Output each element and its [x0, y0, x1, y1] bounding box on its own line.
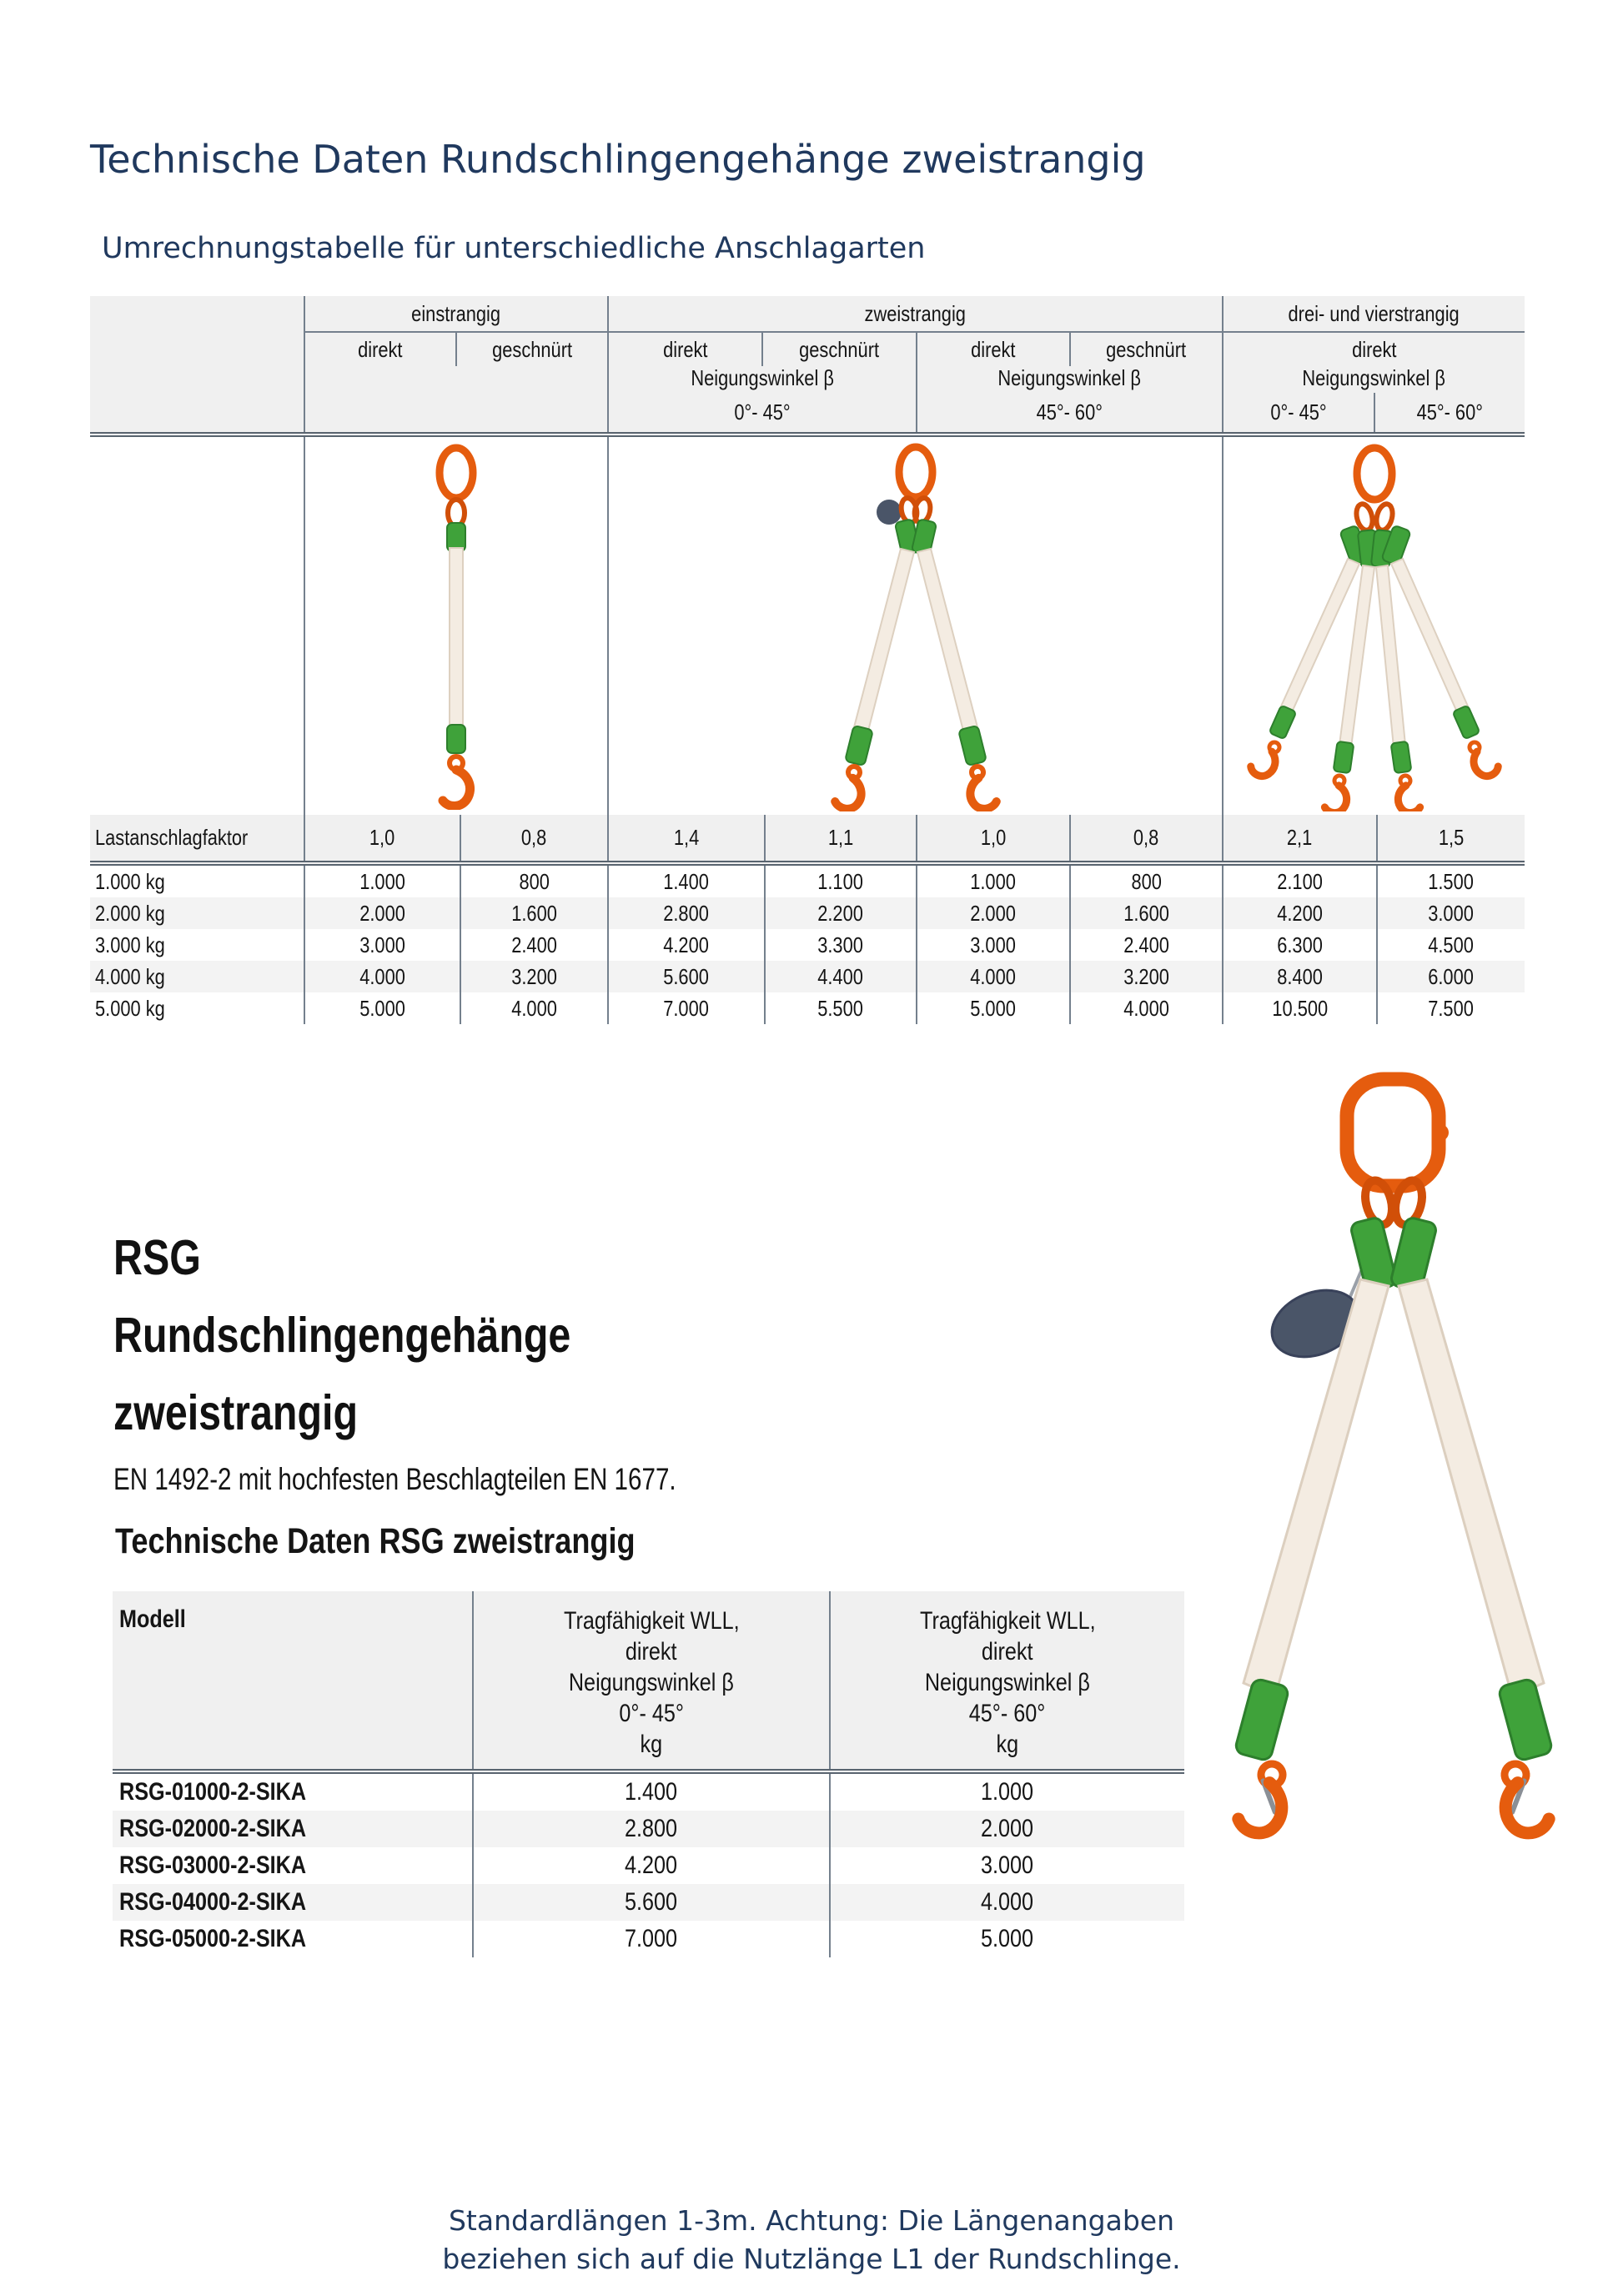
label-geschnuert: geschnürt — [455, 333, 607, 366]
value-cell: 800 — [460, 866, 607, 897]
factor-cell: 1,0 — [916, 815, 1069, 861]
product-heading-line: zweistrangig — [113, 1385, 359, 1440]
table-row — [90, 866, 1525, 897]
page-title: Technische Daten Rundschlingengehänge zweistrangig — [90, 137, 1146, 182]
value-cell: 3.000 — [304, 929, 460, 961]
product-norm-text: EN 1492-2 mit hochfesten Beschlagteilen EN 1677. — [113, 1462, 676, 1496]
row-label: 1.000 kg — [95, 868, 165, 894]
model-table-header — [113, 1591, 1184, 1774]
value-cell: 7.000 — [472, 1921, 829, 1957]
value-cell: 3.000 — [916, 929, 1069, 961]
factor-cell: 1,0 — [304, 815, 460, 861]
value-cell: 2.000 — [829, 1811, 1184, 1847]
value-cell: 1.000 — [829, 1774, 1184, 1811]
value-cell: 3.300 — [764, 929, 916, 961]
product-heading-line: Rundschlingengehänge — [113, 1308, 571, 1363]
value-cell: 3.200 — [1069, 961, 1222, 992]
value-cell: 5.000 — [304, 992, 460, 1024]
table-row — [90, 992, 1525, 1024]
conversion-table-header — [90, 296, 1525, 437]
label-angle-45-60: 45°- 60° — [1374, 393, 1525, 432]
value-cell: 4.200 — [472, 1847, 829, 1884]
model-row — [113, 1774, 1184, 1811]
value-cell: 3.000 — [829, 1847, 1184, 1884]
value-cell: 7.500 — [1376, 992, 1525, 1024]
column-header-wll-0-45: Tragfähigkeit WLL, direkt Neigungswinkel β 0°- 45° kg — [472, 1591, 829, 1769]
value-cell: 3.200 — [460, 961, 607, 992]
column-header-model: Modell — [119, 1605, 186, 1633]
sling-image-row — [90, 437, 1525, 815]
subheader-zweistrangig-0-45 — [607, 333, 916, 432]
label-geschnuert: geschnürt — [1069, 333, 1223, 366]
value-cell: 4.200 — [607, 929, 764, 961]
value-cell: 4.000 — [460, 992, 607, 1024]
row-label: 3.000 kg — [95, 932, 165, 957]
value-cell: 2.400 — [460, 929, 607, 961]
product-heading — [113, 1219, 671, 1452]
table-row — [90, 961, 1525, 992]
value-cell: 800 — [1069, 866, 1222, 897]
model-name: RSG-05000-2-SIKA — [119, 1925, 307, 1952]
label-direkt: direkt — [662, 336, 708, 362]
value-cell: 4.500 — [1376, 929, 1525, 961]
value-cell: 10.500 — [1222, 992, 1376, 1024]
value-cell: 1.600 — [460, 897, 607, 929]
value-cell: 2.200 — [764, 897, 916, 929]
value-cell: 4.000 — [916, 961, 1069, 992]
single-strand-sling-illustration — [402, 443, 510, 810]
value-cell: 1.500 — [1376, 866, 1525, 897]
footer-note — [0, 2202, 1623, 2278]
model-row — [113, 1921, 1184, 1957]
value-cell: 8.400 — [1222, 961, 1376, 992]
model-name: RSG-03000-2-SIKA — [119, 1851, 307, 1879]
value-cell: 2.100 — [1222, 866, 1376, 897]
value-cell: 1.000 — [304, 866, 460, 897]
model-row — [113, 1847, 1184, 1884]
table-row — [90, 897, 1525, 929]
value-cell: 5.600 — [472, 1884, 829, 1921]
row-label: 4.000 kg — [95, 963, 165, 989]
group-einstrangig: einstrangig — [304, 296, 607, 333]
image-row-empty-cell — [90, 437, 304, 815]
value-cell: 1.600 — [1069, 897, 1222, 929]
value-cell: 6.000 — [1376, 961, 1525, 992]
subheader-einstrangig — [304, 333, 607, 432]
product-photo-two-strand-sling — [1188, 1061, 1614, 1870]
label-angle-0-45: 0°- 45° — [1270, 399, 1327, 425]
label-angle-45-60: 45°- 60° — [1036, 399, 1103, 425]
value-cell: 1.000 — [916, 866, 1069, 897]
model-name: RSG-02000-2-SIKA — [119, 1815, 307, 1842]
table-row — [90, 929, 1525, 961]
factor-cell: 0,8 — [1069, 815, 1222, 861]
value-cell: 5.600 — [607, 961, 764, 992]
value-cell: 6.300 — [1222, 929, 1376, 961]
factor-cell: 2,1 — [1222, 815, 1376, 861]
value-cell: 7.000 — [607, 992, 764, 1024]
value-cell: 1.400 — [607, 866, 764, 897]
value-cell: 2.000 — [304, 897, 460, 929]
row-label: 5.000 kg — [95, 995, 165, 1021]
value-cell: 4.000 — [1069, 992, 1222, 1024]
conversion-table — [90, 296, 1525, 1024]
header-empty-cell — [90, 296, 304, 432]
subheader-drei-vierstrangig — [1222, 333, 1525, 432]
product-heading-line: RSG — [113, 1230, 201, 1285]
subheader-zweistrangig-45-60 — [916, 333, 1222, 432]
label-neigungswinkel: Neigungswinkel β — [691, 365, 834, 390]
value-cell: 5.000 — [916, 992, 1069, 1024]
value-cell: 2.800 — [472, 1811, 829, 1847]
model-table — [113, 1591, 1184, 1957]
value-cell: 1.100 — [764, 866, 916, 897]
sling-image-four-strand — [1222, 437, 1525, 815]
footer-note-line: beziehen sich auf die Nutzlänge L1 der Rundschlinge. — [442, 2243, 1181, 2275]
sling-image-two-strand — [607, 437, 1222, 815]
load-factor-label: Lastanschlagfaktor — [95, 825, 249, 850]
label-neigungswinkel: Neigungswinkel β — [997, 365, 1142, 390]
label-angle-0-45: 0°- 45° — [734, 399, 791, 425]
model-name: RSG-01000-2-SIKA — [119, 1778, 307, 1806]
model-name: RSG-04000-2-SIKA — [119, 1888, 307, 1916]
factor-cell: 1,4 — [607, 815, 764, 861]
label-direkt: direkt — [1351, 336, 1397, 362]
four-strand-sling-illustration — [1233, 440, 1516, 811]
group-zweistrangig: zweistrangig — [607, 296, 1222, 333]
value-cell: 3.000 — [1376, 897, 1525, 929]
model-row — [113, 1811, 1184, 1847]
value-cell: 5.000 — [829, 1921, 1184, 1957]
value-cell: 2.800 — [607, 897, 764, 929]
section-title-conversion: Umrechnungstabelle für unterschiedliche Anschlagarten — [102, 232, 926, 265]
value-cell: 4.200 — [1222, 897, 1376, 929]
value-cell: 4.000 — [829, 1884, 1184, 1921]
label-neigungswinkel: Neigungswinkel β — [1302, 365, 1446, 390]
factor-cell: 1,5 — [1376, 815, 1525, 861]
factor-cell: 0,8 — [460, 815, 607, 861]
value-cell: 4.400 — [764, 961, 916, 992]
value-cell: 2.000 — [916, 897, 1069, 929]
footer-note-line: Standardlängen 1-3m. Achtung: Die Längenangaben — [448, 2204, 1175, 2237]
value-cell: 1.400 — [472, 1774, 829, 1811]
value-cell: 2.400 — [1069, 929, 1222, 961]
sling-image-single-strand — [304, 437, 607, 815]
load-factor-row — [90, 815, 1525, 866]
label-direkt: direkt — [971, 336, 1016, 362]
label-direkt: direkt — [358, 336, 403, 362]
two-strand-sling-product-illustration — [1188, 1061, 1614, 1870]
model-row — [113, 1884, 1184, 1921]
value-cell: 5.500 — [764, 992, 916, 1024]
value-cell: 4.000 — [304, 961, 460, 992]
two-strand-sling-illustration — [816, 440, 1016, 811]
factor-cell: 1,1 — [764, 815, 916, 861]
label-geschnuert: geschnürt — [761, 333, 916, 366]
model-table-title: Technische Daten RSG zweistrangig — [115, 1521, 636, 1561]
group-drei-vierstrangig: drei- und vierstrangig — [1222, 296, 1525, 333]
column-header-wll-45-60: Tragfähigkeit WLL, direkt Neigungswinkel β 45°- 60° kg — [829, 1591, 1184, 1769]
row-label: 2.000 kg — [95, 900, 165, 926]
